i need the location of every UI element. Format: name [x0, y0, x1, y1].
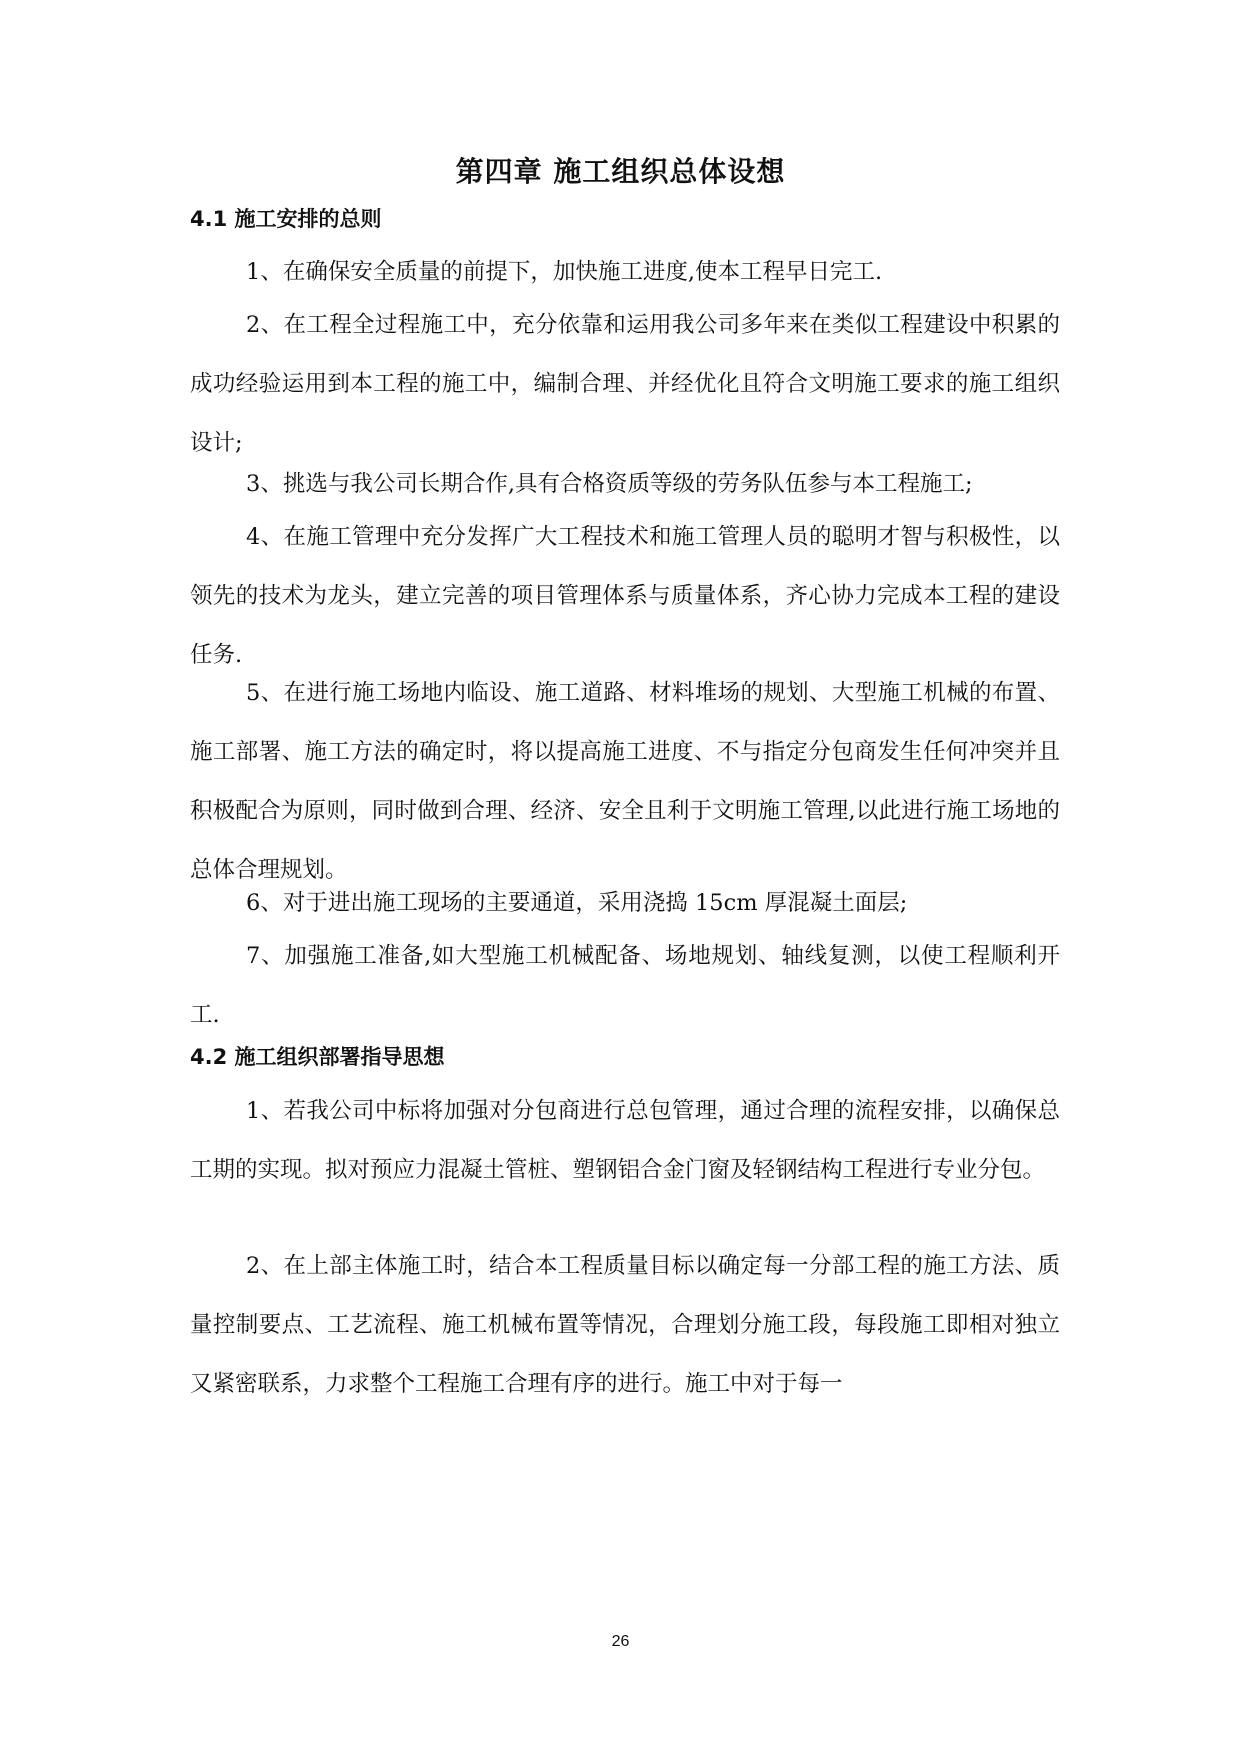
chapter-title: 第四章 施工组织总体设想 [455, 155, 786, 188]
paragraph-4-1-item-2: 2、在工程全过程施工中，充分依靠和运用我公司多年来在类似工程建设中积累的成功经验运用到本工程的施工中，编制合理、并经优化且符合文明施工要求的施工组织设计; [190, 312, 1060, 456]
paragraph-4-1-item-6: 6、对于进出施工现场的主要通道，采用浇捣 15cm 厚混凝土面层; [246, 890, 908, 916]
section-heading-4-2: 4.2 施工组织部署指导思想 [190, 1045, 445, 1069]
paragraph-4-2-item-1: 1、若我公司中标将加强对分包商进行总包管理，通过合理的流程安排，以确保总工期的实现。拟对预应力混凝土管桩、塑钢铝合金门窗及轻钢结构工程进行专业分包。 [190, 1098, 1060, 1183]
paragraph-4-1-item-7: 7、加强施工准备,如大型施工机械配备、场地规划、轴线复测，以使工程顺利开工. [190, 943, 1060, 1028]
section-heading-4-1: 4.1 施工安排的总则 [190, 207, 382, 231]
page-number: 26 [611, 1633, 630, 1650]
paragraph-4-1-item-1: 1、在确保安全质量的前提下，加快施工进度,使本工程早日完工. [246, 259, 883, 285]
paragraph-4-2-item-2: 2、在上部主体施工时，结合本工程质量目标以确定每一分部工程的施工方法、质量控制要点、工艺流程、施工机械布置等情况，合理划分施工段，每段施工即相对独立又紧密联系，力求整个工程施工合理有序的进行。施工中对于每一 [190, 1253, 1060, 1397]
paragraph-4-1-item-4: 4、在施工管理中充分发挥广大工程技术和施工管理人员的聪明才智与积极性，以领先的技术为龙头，建立完善的项目管理体系与质量体系，齐心协力完成本工程的建设任务. [190, 524, 1060, 668]
paragraph-4-1-item-3: 3、挑选与我公司长期合作,具有合格资质等级的劳务队伍参与本工程施工; [246, 471, 973, 497]
paragraph-4-1-item-5: 5、在进行施工场地内临设、施工道路、材料堆场的规划、大型施工机械的布置、施工部署、施工方法的确定时，将以提高施工进度、不与指定分包商发生任何冲突并且积极配合为原则，同时做到合理、经济、安全且利于文明施工管理,以此进行施工场地的总体合理规划。 [190, 680, 1060, 883]
